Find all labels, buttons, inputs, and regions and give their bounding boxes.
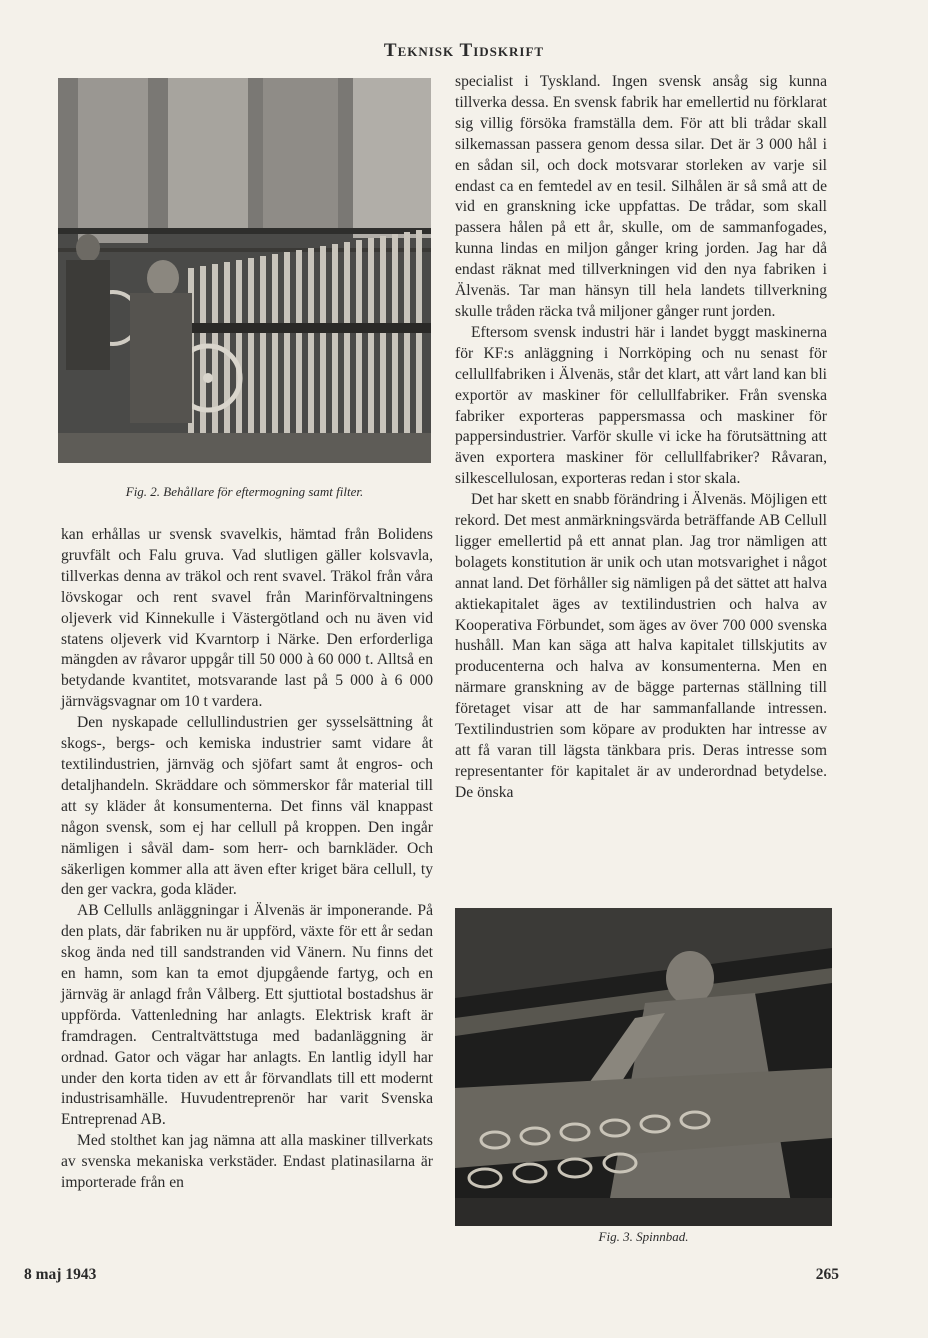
figure-3-photo bbox=[455, 908, 832, 1226]
paragraph: kan erhållas ur svensk svavelkis, hämtad från Bolidens gruvfält och Falu gruva. Vad slutligen gäller kolsvavla, tillverkas denna av träkol och rent svavel. Träkol från våra lövskogar och rent svavel från Marinförvaltningens oljeverk vid Kinnekulle i Västergötland och nu även vid statens oljeverk vid Kvarntorp i Närke. Den erforderliga mängden av råvaror uppgår till 50 000 à 60 000 t. Alltså en betydande kvantitet, motsvarande last på 5 000 à 6 000 järnvägsvagnar om 10 t vardera. bbox=[61, 526, 433, 711]
journal-title: Teknisk Tidskrift bbox=[383, 40, 545, 61]
page-number: 265 bbox=[815, 1266, 839, 1283]
issue-date: 8 maj 1943 bbox=[24, 1266, 97, 1283]
paragraph: AB Cellulls anläggningar i Älvenäs är imponerande. På den plats, där fabriken nu är uppförd, växte för ett år sedan skog ända ned till sandstranden vid Vänern. Nu finns det en hamn, som kan ta emot djupgående fartyg, och en järnväg är anlagd från Vålberg. Ett sjuttiotal bostadshus är uppförda. Vattenledning har anlagts. Elektrisk kraft är framdragen. Centraltvättstuga med badanläggning är ordnad. Gator och vägar har anlagts. En lantlig idyll har under den korta tiden av ett år förvandlats till ett modernt industrisamhälle. Huvudentreprenör har varit Svenska Entreprenad AB. bbox=[61, 902, 433, 1129]
figure-2-photo bbox=[58, 78, 431, 463]
left-text-column bbox=[61, 525, 433, 1194]
paragraph: specialist i Tyskland. Ingen svensk ansåg sig kunna tillverka dessa. En svensk fabrik har emellertid nu förklarat sig villig försöka framställa dem. För att bli trådar skall silkemassan passera genom dessa silar. Det är 3 000 hål i en sådan sil, och dock motsvarar storleken av varje sil endast ca en femtedel av en tesil. Silhålen är så små att de vid en granskning icke uppfattas. De trådar, som skall passera hålen på ett år, skulle, om de sammanfogades, kunna lindas en miljon gånger kring jorden. Jag har då endast räknat med tillverkningen vid den nya fabriken i Älvenäs. Tar man hänsyn till hela landets tillverkning skulle tråden räcka två miljoner gånger runt jorden. bbox=[455, 73, 827, 320]
paragraph: Det har skett en snabb förändring i Älvenäs. Möjligen ett rekord. Det mest anmärkningsvärda beträffande AB Cellull ligger emellertid på ett annat plan. Jag tror nämligen att bolagets konstitution är unik och utan motsvarighet i något annat land. Det förhåller sig nämligen på det sättet att halva aktiekapitalet äges av textilindustrien och halva av Kooperativa Förbundet, som äges av över 700 000 svenska hushåll. Man kan säga att halva kapitalet tillskjutits av producenterna och halva av konsumenterna. Men en närmare granskning av de bägge parternas ställning till företaget visar att de har sammanfallande intressen. Textilindustrien som köpare av produkten har intresse av att få varan till lägsta tänkbara pris. Deras intresse som representanter för kapitalet är av underordnad betydelse. De önska bbox=[455, 491, 827, 801]
filter-hall-illustration bbox=[58, 78, 431, 463]
paragraph: Med stolthet kan jag nämna att alla maskiner tillverkats av svenska mekaniska verkstäder. Endast platinasilarna är importerade från en bbox=[61, 1132, 433, 1192]
paragraph: Den nyskapade cellullindustrien ger sysselsättning åt skogs-, bergs- och kemiska industrier samt vidare åt textilindustrien, järnväg och sjöfart samt åt engros- och detaljhandeln. Skräddare och sömmerskor får material till att sy kläder åt konsumenterna. Det finns väl knappast någon svensk, som ej har cellull på kroppen. Den ingår nämligen i såväl dam- som herr- och barnkläder. Och säkerligen kommer alla att även efter kriget bära cellull, ty den ger vackra, goda kläder. bbox=[61, 714, 433, 899]
figure-2-caption: Fig. 2. Behållare för eftermogning samt filter. bbox=[125, 484, 364, 499]
right-text-column bbox=[455, 72, 827, 804]
paragraph: Eftersom svensk industri här i landet byggt maskinerna för KF:s anläggning i Norrköping och nu senast för cellullfabriken i Älvenäs, står det klart, att vårt land kan bli exportör av maskiner för cellullfabriker. Från svenska fabriker exporteras pappersmassa och maskiner för pappersindustrier. Varför skulle vi icke ha förutsättning att även exportera maskiner för cellullfabriker? Råvaran, silkescellulosan, exporteras redan i stor skala. bbox=[455, 323, 827, 488]
figure-3-caption: Fig. 3. Spinnbad. bbox=[598, 1229, 689, 1244]
spinning-bath-illustration bbox=[455, 908, 832, 1226]
